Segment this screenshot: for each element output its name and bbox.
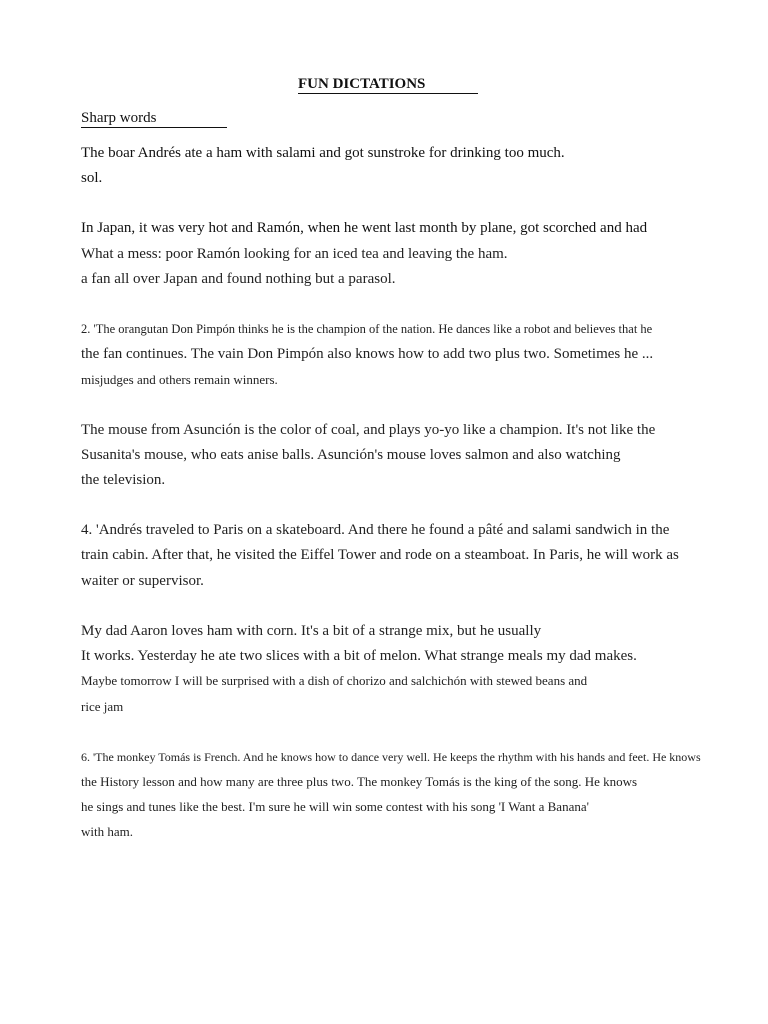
paragraph-4-line-2: Susanita's mouse, who eats anise balls. Asunción's mouse loves salmon and also watching — [81, 447, 621, 463]
paragraph-2-line-1: In Japan, it was very hot and Ramón, when he went last month by plane, got scorched and had — [81, 220, 648, 236]
section-subtitle: Sharp words — [81, 110, 227, 128]
paragraph-6-line-2: It works. Yesterday he ate two slices with a bit of melon. What strange meals my dad makes. — [81, 648, 637, 664]
paragraph-4-line-1: The mouse from Asunción is the color of coal, and plays yo-yo like a champion. It's not like the — [81, 422, 656, 438]
paragraph-6-line-1: My dad Aaron loves ham with corn. It's a bit of a strange mix, but he usually — [81, 623, 542, 639]
paragraph-7-line-1: 6. 'The monkey Tomás is French. And he knows how to dance very well. He keeps the rhythm with his hands and feet. He knows — [81, 750, 701, 764]
paragraph-7-line-2: the History lesson and how many are three plus two. The monkey Tomás is the king of the song. He knows — [81, 774, 638, 789]
paragraph-7-line-4: with ham. — [81, 824, 133, 839]
paragraph-1-line-1: The boar Andrés ate a ham with salami and got sunstroke for drinking too much. — [81, 145, 565, 161]
paragraph-4-line-3: the television. — [81, 472, 166, 488]
paragraph-5-line-1: 4. 'Andrés traveled to Paris on a skateboard. And there he found a pâté and salami sandwich in the — [81, 522, 670, 538]
paragraph-6-line-4: rice jam — [81, 699, 124, 714]
paragraph-3-line-1: 2. 'The orangutan Don Pimpón thinks he is the champion of the nation. He dances like a robot and believes that he — [81, 322, 653, 336]
paragraph-7-line-3: he sings and tunes like the best. I'm sure he will win some contest with his song 'I Want a Banana' — [81, 799, 589, 814]
paragraph-5-line-2: train cabin. After that, he visited the Eiffel Tower and rode on a steamboat. In Paris, he will work as — [81, 547, 679, 563]
paragraph-3-line-3: misjudges and others remain winners. — [81, 372, 278, 387]
paragraph-2-line-3: a fan all over Japan and found nothing but a parasol. — [81, 271, 396, 287]
paragraph-6-line-3: Maybe tomorrow I will be surprised with a dish of chorizo and salchichón with stewed beans and — [81, 673, 588, 688]
paragraph-1-line-2: sol. — [81, 170, 103, 186]
paragraph-3-line-2: the fan continues. The vain Don Pimpón also knows how to add two plus two. Sometimes he ... — [81, 346, 654, 362]
paragraph-2-line-2: What a mess: poor Ramón looking for an iced tea and leaving the ham. — [81, 246, 508, 262]
page-title: FUN DICTATIONS — [298, 76, 478, 94]
paragraph-5-line-3: waiter or supervisor. — [81, 573, 204, 589]
